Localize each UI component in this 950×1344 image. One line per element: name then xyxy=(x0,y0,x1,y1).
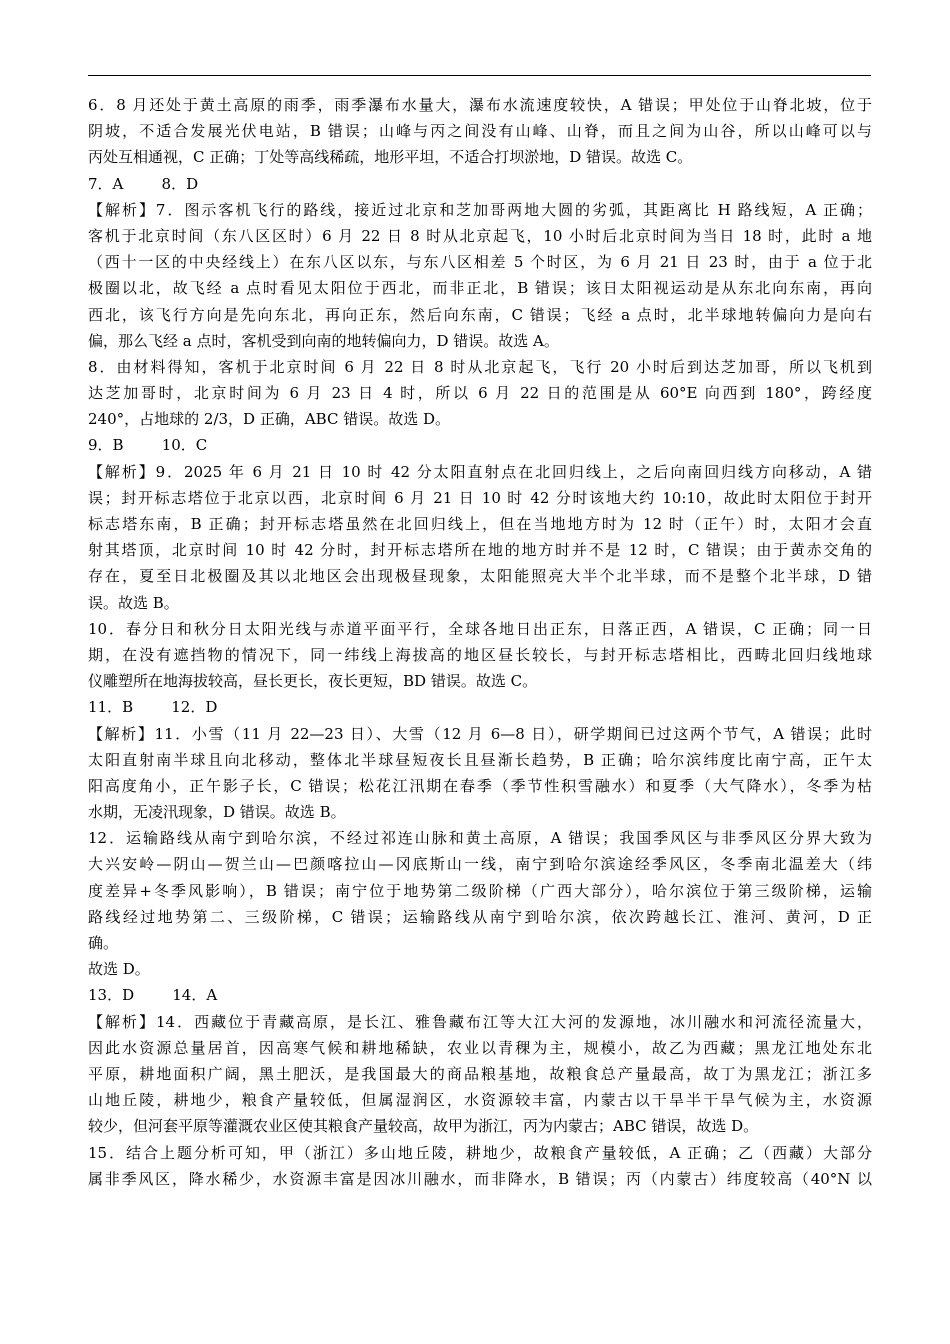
text-line: 客机于北京时间（东八区区时）6 月 22 日 8 时从北京起飞，10 小时后北京时间为当日 18 时，此时 a 地 xyxy=(88,226,872,245)
text-line: 平原，耕地面积广阔，黑土肥沃，是我国最大的商品粮基地，故粮食总产量最高，故丁为黑龙江；浙江多 xyxy=(88,1064,872,1083)
answer-key-line: 9．B 10．C xyxy=(88,436,208,455)
answer-key-line: 7．A 8．D xyxy=(88,174,199,193)
text-line: 【解析】9．2025 年 6 月 21 日 10 时 42 分太阳直射点在北回归线上，之后向南回归线方向移动，A 错 xyxy=(88,462,872,481)
text-line: 确。 xyxy=(88,934,119,952)
text-line: 西北，该飞行方向是先向东北，再向正东，然后向东南，C 错误；飞经 a 点时，北半球地转偏向力是向右 xyxy=(88,305,872,324)
answer-key-line: 13．D 14．A xyxy=(88,986,218,1005)
text-line: （西十一区的中央经线上）在东八区以东，与东八区相差 5 个时区，为 6 月 21 日 23 时，由于 a 位于北 xyxy=(88,253,872,272)
text-line: 达芝加哥时，北京时间为 6 月 23 日 4 时，所以 6 月 22 日的范围是从 60°E 向西到 180°，跨经度 xyxy=(88,384,872,403)
answer-explanation-text xyxy=(88,92,872,1192)
answer-key-line: 11．B 12．D xyxy=(88,698,218,717)
text-line: 极圈以北，故飞经 a 点时看见太阳位于西北，而非正北，B 错误；该日太阳视运动是从东北向东南，再向 xyxy=(88,279,872,298)
text-line: 故选 D。 xyxy=(88,960,150,979)
text-line: 丙处互相通视，C 正确；丁处等高线稀疏，地形平坦，不适合打坝淤地，D 错误。故选 C。 xyxy=(88,148,693,167)
text-line: 大兴安岭—阴山—贺兰山—巴颜喀拉山—冈底斯山一线，南宁到哈尔滨途经季风区，冬季南北温差大（纬 xyxy=(88,855,872,874)
text-line: 仪雕塑所在地海拔较高，昼长更长，夜长更短，BD 错误。故选 C。 xyxy=(88,672,538,691)
text-line: 太阳直射南半球且向北移动，整体北半球昼短夜长且昼渐长趋势，B 正确；哈尔滨纬度比南宁高，正午太 xyxy=(88,750,872,769)
text-line: 【解析】14．西藏位于青藏高原，是长江、雅鲁藏布江等大江大河的发源地，冰川融水和河流径流量大， xyxy=(88,1012,872,1031)
text-line: 阳高度角小，正午影子长，C 错误；松花江汛期在春季（季节性积雪融水）和夏季（大气降水），冬季为枯 xyxy=(88,776,873,795)
text-line: 8．由材料得知，客机于北京时间 6 月 22 日 8 时从北京起飞，飞行 20 小时后到达芝加哥，所以飞机到 xyxy=(88,357,872,376)
header-rule xyxy=(88,75,871,76)
text-line: 240°，占地球的 2/3，D 正确，ABC 错误。故选 D。 xyxy=(88,410,451,429)
text-line: 山地丘陵，耕地少，粮食产量较低，但属湿润区，水资源较丰富，内蒙古以干旱半干旱气候为主，水资源 xyxy=(88,1091,872,1110)
text-line: 射其塔顶，北京时间 10 时 42 分时，封开标志塔所在地的地方时并不是 12 时，C 错误；由于黄赤交角的 xyxy=(88,541,872,560)
text-line: 路线经过地势第二、三级阶梯，C 错误；运输路线从南宁到哈尔滨，依次跨越长江、淮河、黄河，D 正 xyxy=(88,907,872,926)
text-line: 因此水资源总量居首，因高寒气候和耕地稀缺，农业以青稞为主，规模小，故乙为西藏；黑龙江地处东北 xyxy=(88,1038,872,1057)
text-line: 属非季风区，降水稀少，水资源丰富是因冰川融水，而非降水，B 错误；丙（内蒙古）纬度较高（40°N 以 xyxy=(88,1169,872,1188)
text-line: 15．结合上题分析可知，甲（浙江）多山地丘陵，耕地少，故粮食产量较低，A 正确；乙（西藏）大部分 xyxy=(88,1143,872,1162)
text-line: 阴坡，不适合发展光伏电站，B 错误；山峰与丙之间没有山峰、山脊，而且之间为山谷，所以山峰可以与 xyxy=(88,122,872,141)
text-line: 期，在没有遮挡物的情况下，同一纬线上海拔高的地区昼长较长，与封开标志塔相比，西畴北回归线地球 xyxy=(88,645,872,664)
text-line: 较少，但河套平原等灌溉农业区使其粮食产量较高，故甲为浙江，丙为内蒙古；ABC 错误，故选 D。 xyxy=(88,1117,759,1136)
text-line: 6．8 月还处于黄土高原的雨季，雨季瀑布水量大，瀑布水流速度较快，A 错误；甲处位于山脊北坡，位于 xyxy=(88,96,872,114)
text-line: 误；封开标志塔位于北京以西，北京时间 6 月 21 日 10 时 42 分时该地大约 10:10，故此时太阳位于封开 xyxy=(88,488,872,507)
text-line: 误。故选 B。 xyxy=(88,593,179,612)
text-line: 标志塔东南，B 正确；封开标志塔虽然在北回归线上，但在当地地方时为 12 时（正午）时，太阳才会直 xyxy=(88,515,872,533)
text-line: 12．运输路线从南宁到哈尔滨，不经过祁连山脉和黄土高原，A 错误；我国季风区与非季风区分界大致为 xyxy=(88,829,872,848)
text-line: 偏，那么飞经 a 点时，客机受到向南的地转偏向力，D 错误。故选 A。 xyxy=(88,331,559,350)
text-line: 10．春分日和秋分日太阳光线与赤道平面平行，全球各地日出正东，日落正西，A 错误，C 正确；同一日 xyxy=(88,619,872,638)
text-line: 【解析】7．图示客机飞行的路线，接近过北京和芝加哥两地大圆的劣弧，其距离比 H 路线短，A 正确； xyxy=(88,200,872,219)
text-line: 水期，无凌汛现象，D 错误。故选 B。 xyxy=(88,803,346,822)
text-line: 【解析】11．小雪（11 月 22—23 日）、大雪（12 月 6—8 日），研学期间已过这两个节气，A 错误；此时 xyxy=(88,724,872,743)
text-line: 度差异+冬季风影响），B 错误；南宁位于地势第二级阶梯（广西大部分），哈尔滨位于第三级阶梯，运输 xyxy=(88,881,872,900)
text-line: 存在，夏至日北极圈及其以北地区会出现极昼现象，太阳能照亮大半个北半球，而不是整个北半球，D 错 xyxy=(88,567,872,586)
